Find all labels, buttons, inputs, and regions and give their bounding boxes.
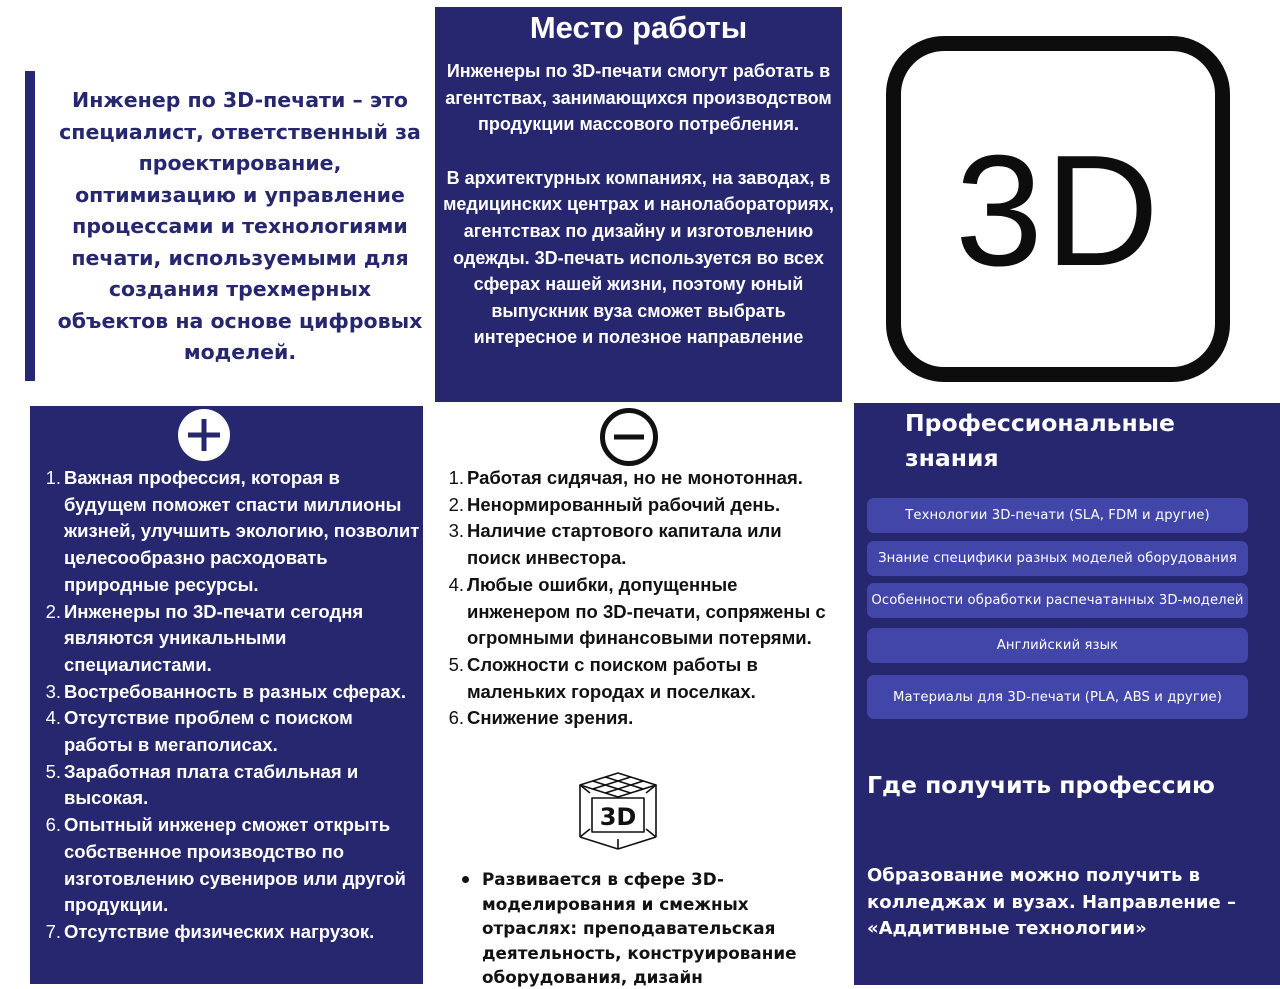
workplace-panel xyxy=(435,7,842,402)
education-text: Образование можно получить в колледжах и вузах. Направление – «Аддитивные технологии» xyxy=(867,865,1236,940)
list-item: 3. Востребованность в разных сферах. xyxy=(45,680,406,702)
workplace-paragraph-2: В архитектурных компаниях, на заводах, в медицинских центрах и нанолабораториях, агентствах по дизайну и изготовлению одежды. 3D-печать используется во всех сферах нашей жизни, поэтому юный выпускник вуза сможет выбрать интересное и полезное направление xyxy=(443,167,834,348)
education-title: Где получить профессию xyxy=(867,771,1215,799)
pros-list xyxy=(30,465,423,946)
cons-panel xyxy=(437,404,847,989)
3d-cube-label: 3D xyxy=(599,803,637,831)
skills-title: Профессиональные знания xyxy=(905,409,1175,472)
list-item: 4. Любые ошибки, допущенные инженером по 3D-печати, сопряжены с огромными финансовыми потерями. xyxy=(448,573,826,649)
list-item: 3. Наличие стартового капитала или поиск инвестора. xyxy=(448,520,782,569)
list-item: 1. Важная профессия, которая в будущем поможет спасти миллионы жизней, улучшить экологию, позволит целесообразно расходовать природные ресурсы. xyxy=(45,467,420,595)
plus-circle-icon xyxy=(178,409,230,461)
list-item: Развивается в сфере 3D-моделирования и смежных отраслях: преподавательская деятельность, конструирование оборудования, дизайн xyxy=(482,867,847,989)
skill-pill: Особенности обработки распечатанных 3D-моделей xyxy=(867,583,1248,618)
cons-extra-list xyxy=(482,867,847,989)
skill-pill: Материалы для 3D-печати (PLA, ABS и другие) xyxy=(867,675,1248,719)
definition-block xyxy=(25,71,425,381)
skill-pill: Английский язык xyxy=(867,628,1248,663)
3d-logo-text: 3D xyxy=(955,123,1161,299)
list-item: 5. Заработная плата стабильная и высокая. xyxy=(45,760,359,809)
list-item: 4. Отсутствие проблем с поиском работы в мегаполисах. xyxy=(45,707,353,756)
list-item: 6. Снижение зрения. xyxy=(448,707,634,729)
list-item: 2. Инженеры по 3D-печати сегодня являются уникальными специалистами. xyxy=(45,600,364,675)
3d-logo-icon xyxy=(886,36,1230,382)
list-item: 1. Работая сидячая, но не монотонная. xyxy=(448,467,803,488)
workplace-paragraph-1: Инженеры по 3D-печати смогут работать в агентствах, занимающихся производством продукции массового потребления. xyxy=(445,61,832,135)
workplace-title: Место работы xyxy=(529,10,748,45)
list-item: 6. Опытный инженер сможет открыть собственное производство по изготовлению сувениров или другой продукции. xyxy=(45,814,406,916)
skill-pill: Знание специфики разных моделей оборудования xyxy=(867,541,1248,576)
list-item: 5. Сложности с поиском работы в маленьких городах и поселках. xyxy=(448,653,758,702)
minus-circle-icon xyxy=(600,408,658,466)
pros-panel xyxy=(30,406,423,984)
definition-text: Инженер по 3D-печати – это специалист, ответственный за проектирование, оптимизацию и управление процессами и технологиями печати, используемыми для создания трехмерных объектов на основе цифровых моделей. xyxy=(57,88,423,364)
list-item: 2. Ненормированный рабочий день. xyxy=(448,493,781,515)
skills-panel xyxy=(854,403,1280,985)
skill-pill: Технологии 3D-печати (SLA, FDM и другие) xyxy=(867,498,1248,533)
3d-cube-icon xyxy=(578,771,658,851)
list-item: 7. Отсутствие физических нагрузок. xyxy=(45,920,375,942)
cons-list xyxy=(437,465,837,732)
